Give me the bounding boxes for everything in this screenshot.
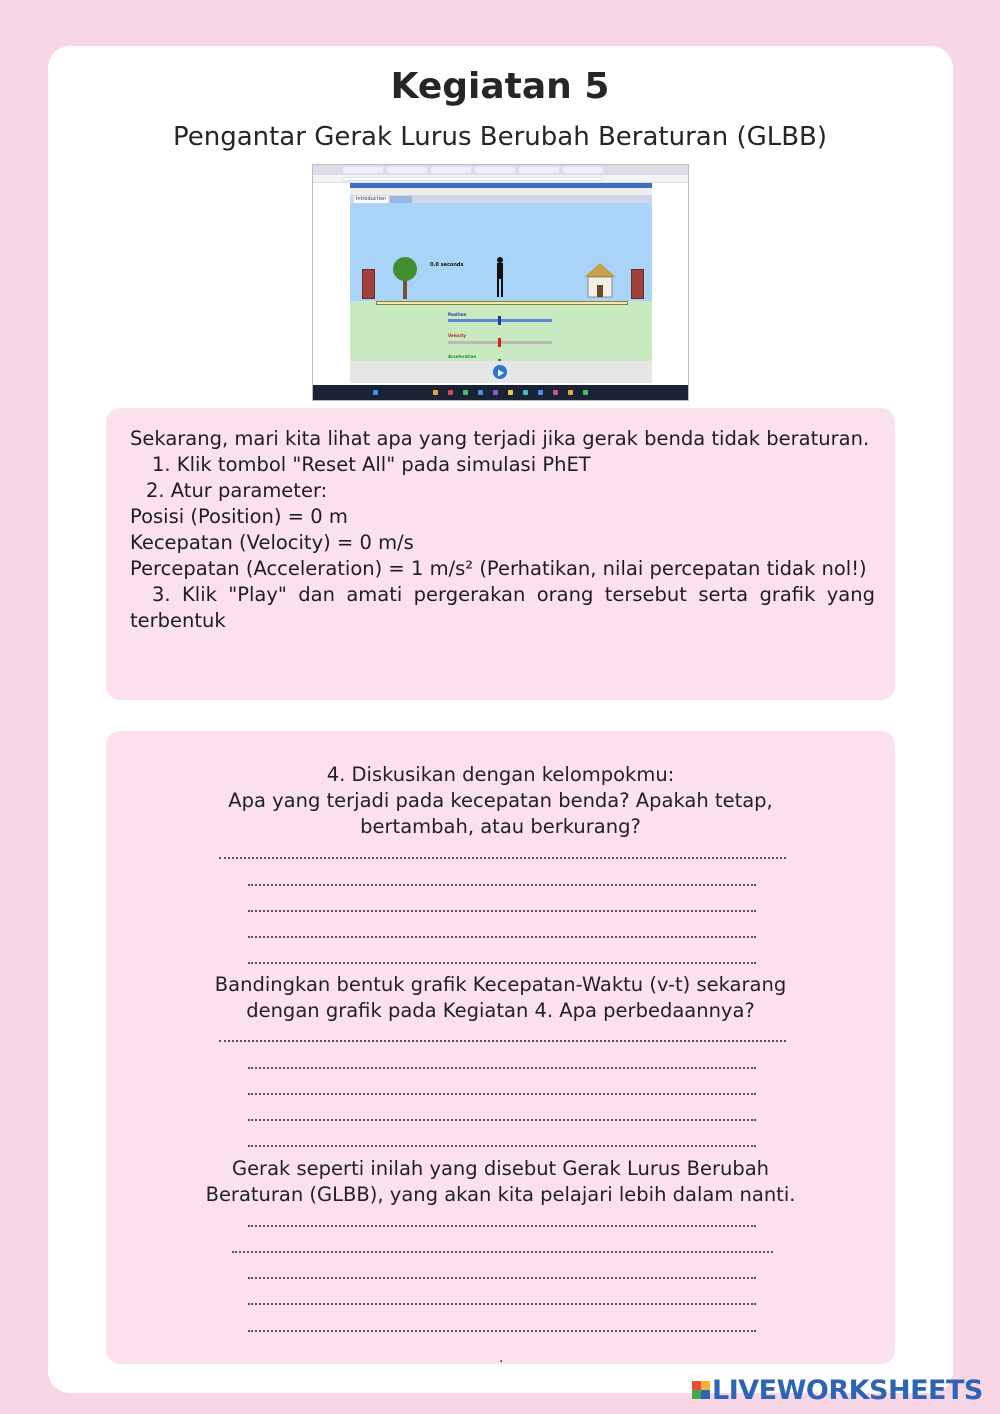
answer-line[interactable]	[248, 1330, 756, 1332]
page-title: Kegiatan 5	[390, 66, 610, 107]
param-velocity: Kecepatan (Velocity) = 0 m/s	[130, 531, 414, 554]
question-2-line2: dengan grafik pada Kegiatan 4. Apa perbedaannya?	[246, 999, 755, 1022]
sim-tab-introduction: Introduction	[355, 196, 387, 202]
question-1-heading: 4. Diskusikan dengan kelompokmu:	[326, 763, 675, 786]
question-1	[106, 762, 895, 840]
question-3-line1: Gerak seperti inilah yang disebut Gerak Lurus Berubah	[231, 1157, 770, 1180]
param-acceleration: Percepatan (Acceleration) = 1 m/s² (Perhatikan, nilai percepatan tidak nol!)	[130, 557, 867, 580]
answer-line[interactable]	[248, 936, 756, 938]
question-2-line1: Bandingkan bentuk grafik Kecepatan-Waktu (v-t) sekarang	[214, 973, 787, 996]
answer-line[interactable]	[248, 1303, 756, 1305]
answer-line[interactable]	[248, 910, 756, 912]
question-1-text-line1: Apa yang terjadi pada kecepatan benda? Apakah tetap,	[228, 789, 773, 812]
acceleration-label: Acceleration	[448, 354, 477, 359]
answer-line[interactable]	[248, 1225, 756, 1227]
person-icon	[497, 257, 503, 263]
answer-line[interactable]	[248, 1067, 756, 1069]
answer-line[interactable]	[232, 1251, 773, 1253]
browser-tab-strip	[313, 165, 688, 175]
answer-line[interactable]	[248, 1277, 756, 1279]
sim-sky	[350, 203, 652, 301]
watermark-text: LIVEWORKSHEETS	[712, 1374, 983, 1406]
page-subtitle: Pengantar Gerak Lurus Berubah Beraturan (GLBB)	[172, 122, 828, 152]
windows-taskbar	[313, 385, 688, 400]
browser-address-bar	[313, 175, 688, 183]
sim-tab-charts	[390, 196, 412, 203]
instructions-box	[106, 408, 895, 700]
answer-line[interactable]	[248, 1119, 756, 1121]
instruction-step-1: 1. Klik tombol "Reset All" pada simulasi PhET	[152, 453, 591, 476]
answer-line[interactable]	[219, 857, 786, 859]
house-icon	[584, 263, 616, 277]
left-wall	[362, 269, 375, 299]
question-3-line2: Beraturan (GLBB), yang akan kita pelajari lebih dalam nanti.	[205, 1183, 796, 1206]
answer-line[interactable]	[248, 884, 756, 886]
velocity-label: Velocity	[448, 333, 466, 338]
time-readout: 0.0 seconds	[430, 262, 464, 268]
instruction-step-3: 3. Klik "Play" dan amati pergerakan orang tersebut serta grafik yang terbentuk	[130, 583, 875, 632]
instructions-intro: Sekarang, mari kita lihat apa yang terjadi jika gerak benda tidak beraturan.	[130, 427, 870, 450]
right-wall	[631, 269, 644, 299]
position-ruler	[376, 301, 628, 305]
question-2	[106, 972, 895, 1024]
answer-line[interactable]	[248, 1145, 756, 1147]
question-3	[106, 1156, 895, 1208]
tree-icon	[393, 257, 417, 281]
phet-simulation-screenshot	[312, 164, 689, 401]
instruction-step-2: 2. Atur parameter:	[146, 479, 328, 502]
question-1-text-line2: bertambah, atau berkurang?	[360, 815, 641, 838]
sim-scene	[350, 203, 652, 301]
play-icon	[493, 365, 507, 379]
velocity-slider	[448, 341, 552, 344]
answer-line[interactable]	[219, 1040, 786, 1042]
sim-window	[350, 183, 652, 383]
param-position: Posisi (Position) = 0 m	[130, 505, 348, 528]
playback-controls	[350, 361, 652, 383]
trailing-period: .	[499, 1350, 504, 1366]
position-label: Position	[448, 312, 467, 317]
position-slider	[448, 319, 552, 322]
liveworksheets-logo-icon	[692, 1381, 710, 1399]
answer-line[interactable]	[248, 1093, 756, 1095]
liveworksheets-watermark	[692, 1372, 983, 1408]
answer-line[interactable]	[248, 962, 756, 964]
